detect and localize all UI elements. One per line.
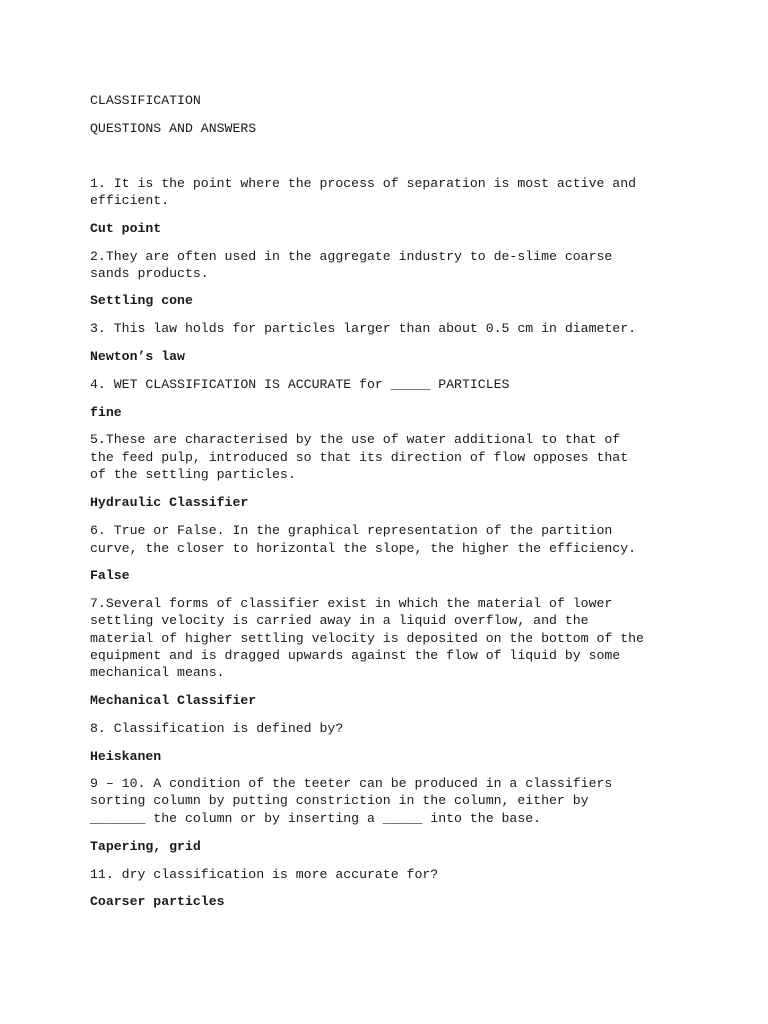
question-5-line-2: the feed pulp, introduced so that its direction of flow opposes that: [90, 450, 629, 465]
question-5-line-3: of the settling particles.: [90, 467, 296, 482]
answer-8: Heiskanen: [90, 749, 162, 764]
question-9-10-line-3: _______ the column or by inserting a _____ into the base.: [90, 811, 542, 826]
answer-7: Mechanical Classifier: [90, 693, 257, 708]
question-8-line-1: 8. Classification is defined by?: [90, 721, 344, 736]
answer-1: Cut point: [90, 221, 162, 236]
question-7-line-3: material of higher settling velocity is deposited on the bottom of the: [90, 631, 644, 646]
question-1-line-1: 1. It is the point where the process of separation is most active and: [90, 176, 637, 191]
question-11-line-1: 11. dry classification is more accurate for?: [90, 867, 439, 882]
question-7-line-1: 7.Several forms of classifier exist in which the material of lower: [90, 596, 613, 611]
answer-11: Coarser particles: [90, 894, 225, 909]
document-title: CLASSIFICATION: [90, 93, 201, 108]
answer-2: Settling cone: [90, 293, 193, 308]
question-3-line-1: 3. This law holds for particles larger than about 0.5 cm in diameter.: [90, 321, 637, 336]
question-6-line-1: 6. True or False. In the graphical representation of the partition: [90, 523, 613, 538]
question-4-line-1: 4. WET CLASSIFICATION IS ACCURATE for _____ PARTICLES: [90, 377, 510, 392]
question-2-line-1: 2.They are often used in the aggregate industry to de-slime coarse: [90, 249, 613, 264]
answer-4: fine: [90, 405, 122, 420]
answer-9-10: Tapering, grid: [90, 839, 201, 854]
question-6-line-2: curve, the closer to horizontal the slope, the higher the efficiency.: [90, 541, 637, 556]
question-5-line-1: 5.These are characterised by the use of water additional to that of: [90, 432, 621, 447]
answer-6: False: [90, 568, 130, 583]
answer-3: Newton’s law: [90, 349, 185, 364]
question-2-line-2: sands products.: [90, 266, 209, 281]
answer-5: Hydraulic Classifier: [90, 495, 249, 510]
document-subtitle: QUESTIONS AND ANSWERS: [90, 121, 257, 136]
question-7-line-4: equipment and is dragged upwards against the flow of liquid by some: [90, 648, 621, 663]
question-7-line-2: settling velocity is carried away in a liquid overflow, and the: [90, 613, 589, 628]
question-9-10-line-1: 9 – 10. A condition of the teeter can be produced in a classifiers: [90, 776, 613, 791]
question-7-line-5: mechanical means.: [90, 665, 225, 680]
question-1-line-2: efficient.: [90, 193, 170, 208]
question-9-10-line-2: sorting column by putting constriction in the column, either by: [90, 793, 589, 808]
